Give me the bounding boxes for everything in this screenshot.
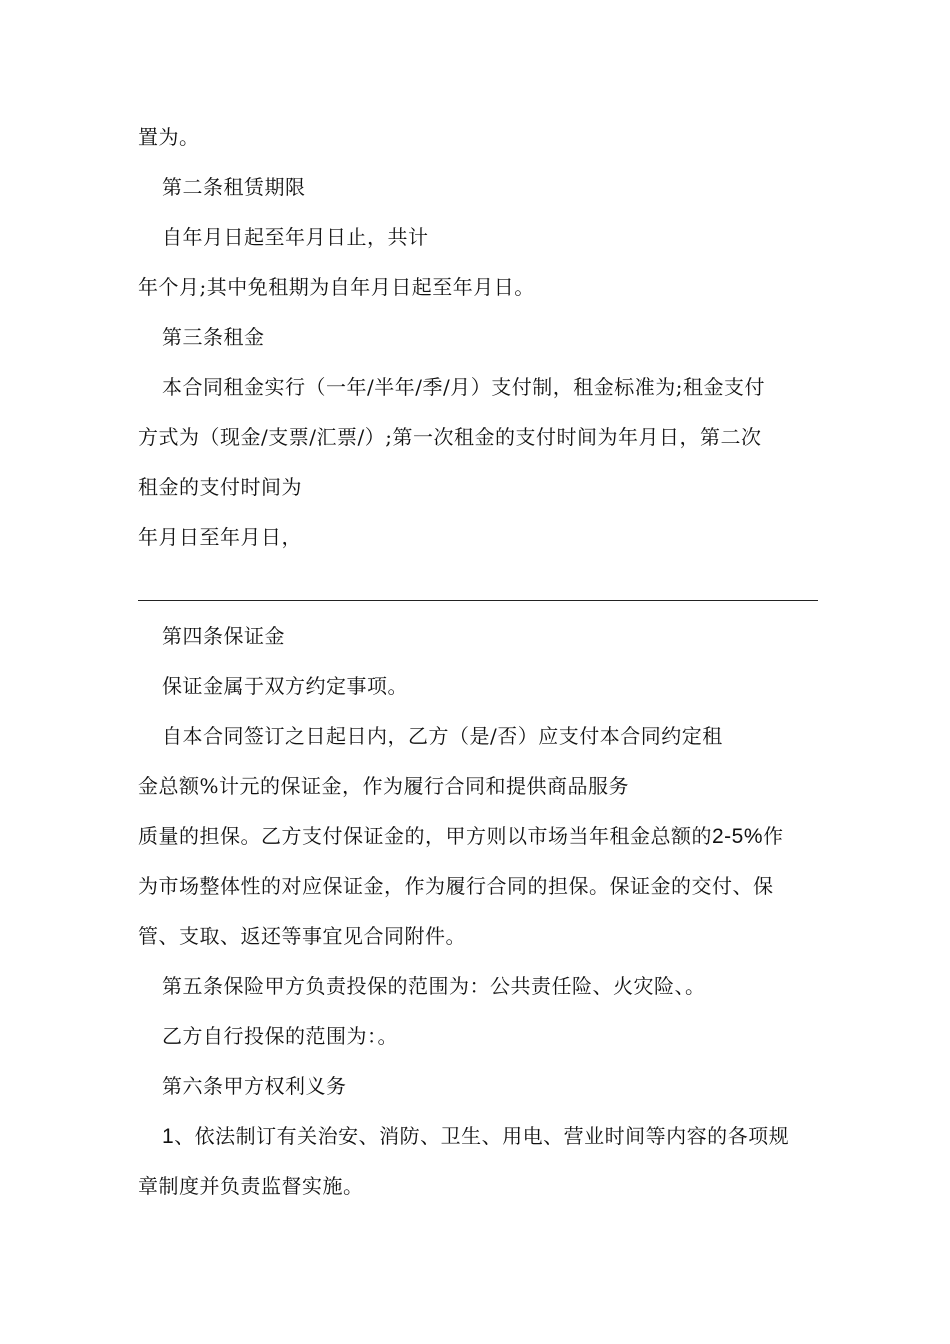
text-line: 置为。 (138, 125, 200, 149)
article-5-heading: 第五条保险甲方负责投保的范围为：公共责任险、火灾险、。 (162, 974, 706, 998)
article-2-heading: 第二条租赁期限 (162, 175, 306, 199)
text-line (162, 1122, 789, 1151)
text-line: 年月日至年月日， (138, 525, 302, 549)
text-line: 金总额%计元的保证金，作为履行合同和提供商品服务 (138, 774, 630, 798)
text-segment: 质量的担保。乙方支付保证金的，甲方则以市场当年租金总额的 (138, 824, 712, 848)
divider (138, 600, 818, 601)
text-line (138, 822, 784, 851)
article-4-heading: 第四条保证金 (162, 624, 285, 648)
text-line: 乙方自行投保的范围为：。 (162, 1024, 398, 1048)
article-3-heading: 第三条租金 (162, 325, 265, 349)
text-line: 本合同租金实行（一年/半年/季/月）支付制，租金标准为;租金支付 (162, 375, 765, 399)
text-line: 自本合同签订之日起日内，乙方（是/否）应支付本合同约定租 (162, 724, 723, 748)
text-segment: 、依法制订有关治安、消防、卫生、用电、营业时间等内容的各项规 (174, 1124, 790, 1148)
text-line: 为市场整体性的对应保证金，作为履行合同的担保。保证金的交付、保 (138, 874, 774, 898)
percentage-range: 2-5% (712, 825, 764, 848)
text-line: 方式为（现金/支票/汇票/）;第一次租金的支付时间为年月日，第二次 (138, 425, 762, 449)
text-line: 管、支取、返还等事宜见合同附件。 (138, 924, 466, 948)
text-line: 自年月日起至年月日止，共计 (162, 225, 429, 249)
text-line: 租金的支付时间为 (138, 475, 302, 499)
item-number: 1 (162, 1125, 175, 1148)
text-line: 保证金属于双方约定事项。 (162, 674, 408, 698)
article-6-heading: 第六条甲方权利义务 (162, 1074, 347, 1098)
text-line: 章制度并负责监督实施。 (138, 1174, 364, 1198)
text-segment: 作 (763, 824, 784, 848)
text-line: 年个月;其中免租期为自年月日起至年月日。 (138, 275, 535, 299)
